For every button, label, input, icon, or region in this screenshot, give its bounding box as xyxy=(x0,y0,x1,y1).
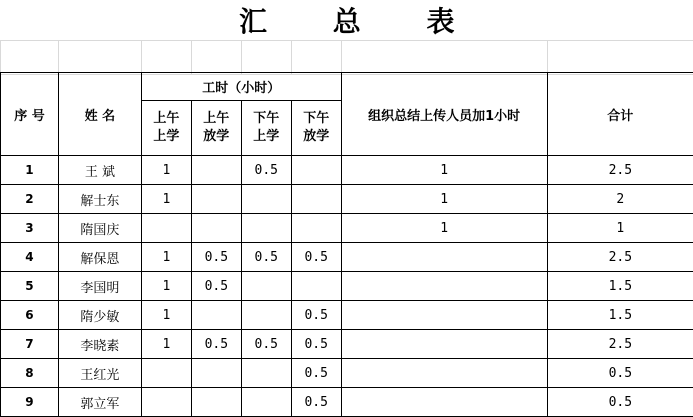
table-row xyxy=(1,359,693,388)
row-pm-out[interactable]: 0.5 xyxy=(291,388,341,417)
row-name[interactable]: 王 斌 xyxy=(58,156,141,185)
row-name[interactable]: 郭立军 xyxy=(58,388,141,417)
row-pm-out[interactable]: 0.5 xyxy=(291,359,341,388)
table-row xyxy=(1,214,693,243)
empty-cell[interactable] xyxy=(341,41,547,75)
row-am-out[interactable] xyxy=(191,388,241,417)
row-extra[interactable] xyxy=(341,272,547,301)
summary-table xyxy=(0,0,693,75)
empty-cell[interactable] xyxy=(241,41,291,75)
row-total[interactable]: 1 xyxy=(547,214,693,243)
row-am-out[interactable]: 0.5 xyxy=(191,243,241,272)
row-name[interactable]: 李国明 xyxy=(58,272,141,301)
row-number[interactable]: 1 xyxy=(1,156,59,185)
header-pm-in-line2: 上学 xyxy=(253,129,280,144)
title-char-3: 表 xyxy=(426,5,455,38)
header-pm-out-line1: 下午 xyxy=(303,111,330,126)
row-pm-out[interactable]: 0.5 xyxy=(291,243,341,272)
row-pm-in[interactable] xyxy=(241,272,291,301)
row-name[interactable]: 解保恩 xyxy=(58,243,141,272)
header-am-out-line1: 上午 xyxy=(203,111,230,126)
row-extra[interactable] xyxy=(341,330,547,359)
row-name[interactable]: 李晓素 xyxy=(58,330,141,359)
table-body xyxy=(1,156,693,417)
row-name[interactable]: 隋少敏 xyxy=(58,301,141,330)
row-am-in[interactable] xyxy=(141,388,191,417)
row-pm-in[interactable]: 0.5 xyxy=(241,243,291,272)
row-am-out[interactable] xyxy=(191,359,241,388)
header-total[interactable]: 合计 xyxy=(547,73,693,156)
row-pm-in[interactable] xyxy=(241,185,291,214)
row-number[interactable]: 6 xyxy=(1,301,59,330)
row-pm-in[interactable] xyxy=(241,301,291,330)
row-pm-in[interactable] xyxy=(241,388,291,417)
row-pm-in[interactable]: 0.5 xyxy=(241,156,291,185)
row-am-in[interactable]: 1 xyxy=(141,301,191,330)
row-am-out[interactable]: 0.5 xyxy=(191,272,241,301)
row-am-out[interactable] xyxy=(191,156,241,185)
data-table xyxy=(0,72,693,417)
title-row xyxy=(1,0,693,41)
header-pm-in[interactable] xyxy=(241,101,291,156)
row-name[interactable]: 解士东 xyxy=(58,185,141,214)
row-am-in[interactable]: 1 xyxy=(141,243,191,272)
title-char-2: 总 xyxy=(332,5,361,38)
row-extra[interactable] xyxy=(341,301,547,330)
row-extra[interactable] xyxy=(341,388,547,417)
empty-row xyxy=(1,41,693,75)
row-pm-in[interactable]: 0.5 xyxy=(241,330,291,359)
row-pm-in[interactable] xyxy=(241,214,291,243)
header-extra[interactable]: 组织总结上传人员加1小时 xyxy=(341,73,547,156)
row-pm-out[interactable]: 0.5 xyxy=(291,330,341,359)
empty-cell[interactable] xyxy=(1,41,59,75)
row-number[interactable]: 5 xyxy=(1,272,59,301)
table-row xyxy=(1,301,693,330)
row-number[interactable]: 7 xyxy=(1,330,59,359)
row-name[interactable]: 王红光 xyxy=(58,359,141,388)
row-number[interactable]: 4 xyxy=(1,243,59,272)
row-pm-out[interactable] xyxy=(291,185,341,214)
header-pm-in-line1: 下午 xyxy=(253,111,280,126)
row-am-out[interactable] xyxy=(191,214,241,243)
row-total[interactable]: 2 xyxy=(547,185,693,214)
row-am-out[interactable] xyxy=(191,185,241,214)
row-extra[interactable]: 1 xyxy=(341,214,547,243)
header-pm-out-line2: 放学 xyxy=(303,129,330,144)
empty-cell[interactable] xyxy=(547,41,693,75)
sheet-title[interactable] xyxy=(1,0,693,41)
table-row xyxy=(1,185,693,214)
row-am-in[interactable]: 1 xyxy=(141,272,191,301)
row-am-in[interactable] xyxy=(141,214,191,243)
table-row xyxy=(1,243,693,272)
row-pm-in[interactable] xyxy=(241,359,291,388)
header-am-out[interactable] xyxy=(191,101,241,156)
row-am-in[interactable]: 1 xyxy=(141,185,191,214)
row-total[interactable]: 0.5 xyxy=(547,388,693,417)
empty-cell[interactable] xyxy=(58,41,141,75)
header-am-out-line2: 放学 xyxy=(203,129,230,144)
row-total[interactable]: 2.5 xyxy=(547,243,693,272)
row-extra[interactable]: 1 xyxy=(341,156,547,185)
header-am-in-line1: 上午 xyxy=(153,111,180,126)
row-total[interactable]: 1.5 xyxy=(547,301,693,330)
row-am-in[interactable] xyxy=(141,359,191,388)
row-number[interactable]: 9 xyxy=(1,388,59,417)
row-total[interactable]: 2.5 xyxy=(547,330,693,359)
row-number[interactable]: 8 xyxy=(1,359,59,388)
row-total[interactable]: 0.5 xyxy=(547,359,693,388)
title-char-1: 汇 xyxy=(238,5,267,38)
header-index[interactable]: 序 号 xyxy=(1,73,59,156)
header-row-1 xyxy=(1,73,693,101)
header-pm-out[interactable] xyxy=(291,101,341,156)
row-am-out[interactable] xyxy=(191,301,241,330)
row-pm-out[interactable] xyxy=(291,272,341,301)
table-row xyxy=(1,388,693,417)
row-extra[interactable]: 1 xyxy=(341,185,547,214)
empty-cell[interactable] xyxy=(191,41,241,75)
table-row xyxy=(1,272,693,301)
row-am-in[interactable]: 1 xyxy=(141,330,191,359)
row-pm-out[interactable] xyxy=(291,156,341,185)
table-row xyxy=(1,330,693,359)
row-extra[interactable] xyxy=(341,359,547,388)
row-am-in[interactable]: 1 xyxy=(141,156,191,185)
empty-cell[interactable] xyxy=(141,41,191,75)
header-am-in[interactable] xyxy=(141,101,191,156)
row-total[interactable]: 2.5 xyxy=(547,156,693,185)
header-hours-group[interactable]: 工时（小时） xyxy=(141,73,341,101)
row-total[interactable]: 1.5 xyxy=(547,272,693,301)
header-name[interactable]: 姓 名 xyxy=(58,73,141,156)
row-number[interactable]: 2 xyxy=(1,185,59,214)
empty-cell[interactable] xyxy=(291,41,341,75)
header-am-in-line2: 上学 xyxy=(153,129,180,144)
row-number[interactable]: 3 xyxy=(1,214,59,243)
row-pm-out[interactable]: 0.5 xyxy=(291,301,341,330)
row-pm-out[interactable] xyxy=(291,214,341,243)
row-extra[interactable] xyxy=(341,243,547,272)
row-name[interactable]: 隋国庆 xyxy=(58,214,141,243)
row-am-out[interactable]: 0.5 xyxy=(191,330,241,359)
table-row xyxy=(1,156,693,185)
